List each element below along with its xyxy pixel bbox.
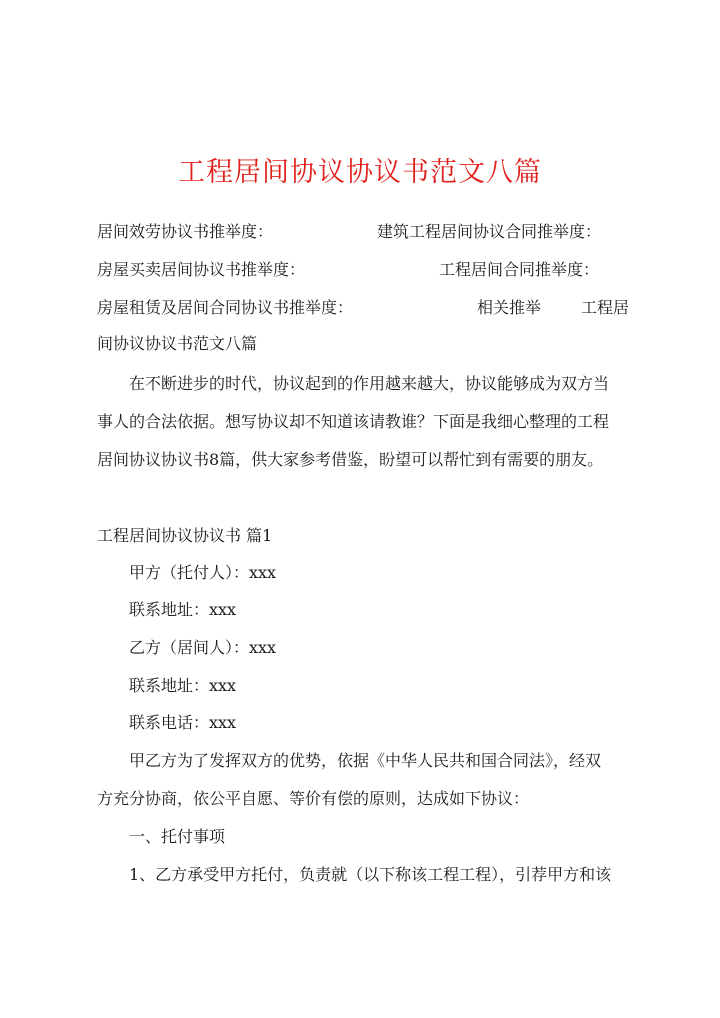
recommend-item: 房屋租赁及居间合同协议书推举度： bbox=[97, 298, 354, 317]
recommend-item: 工程居间合同推举度： bbox=[439, 260, 600, 279]
recommend-item: 居间效劳协议书推举度： bbox=[97, 222, 274, 241]
intro-paragraph-line: 事人的合法依据。想写协议却不知道该请教谁？下面是我细心整理的工程 bbox=[97, 412, 610, 431]
recommend-item: 房屋买卖居间协议书推举度： bbox=[97, 260, 306, 279]
agreement-paragraph-line: 方充分协商，依公平自愿、等价有偿的原则，达成如下协议： bbox=[97, 789, 530, 808]
clause-item: 1、乙方承受甲方托付，负责就（以下称该工程工程），引荐甲方和该 bbox=[129, 865, 612, 884]
party-b-line: 乙方（居间人）：xxx bbox=[129, 638, 277, 657]
agreement-paragraph-line: 甲乙方为了发挥双方的优势，依据《中华人民共和国合同法》，经双 bbox=[129, 751, 602, 770]
address-a-line: 联系地址：xxx bbox=[129, 600, 237, 619]
related-recommend-text: 工程居 bbox=[581, 298, 630, 317]
document-title: 工程居间协议协议书范文八篇 bbox=[178, 157, 542, 188]
party-a-line: 甲方（托付人）：xxx bbox=[129, 563, 277, 582]
intro-paragraph-line: 居间协议协议书8篇，供大家参考借鉴，盼望可以帮忙到有需要的朋友。 bbox=[97, 450, 604, 469]
recommend-item: 建筑工程居间协议合同推举度： bbox=[377, 222, 602, 241]
section-heading: 工程居间协议协议书 篇1 bbox=[97, 526, 273, 545]
address-b-line: 联系地址：xxx bbox=[129, 676, 237, 695]
intro-paragraph-line: 在不断进步的时代，协议起到的作用越来越大，协议能够成为双方当 bbox=[129, 374, 610, 393]
related-recommend-label: 相关推举 bbox=[477, 298, 542, 317]
related-recommend-text-cont: 间协议协议书范文八篇 bbox=[97, 334, 258, 353]
phone-line: 联系电话：xxx bbox=[129, 713, 237, 732]
clause-heading: 一、托付事项 bbox=[129, 827, 226, 846]
